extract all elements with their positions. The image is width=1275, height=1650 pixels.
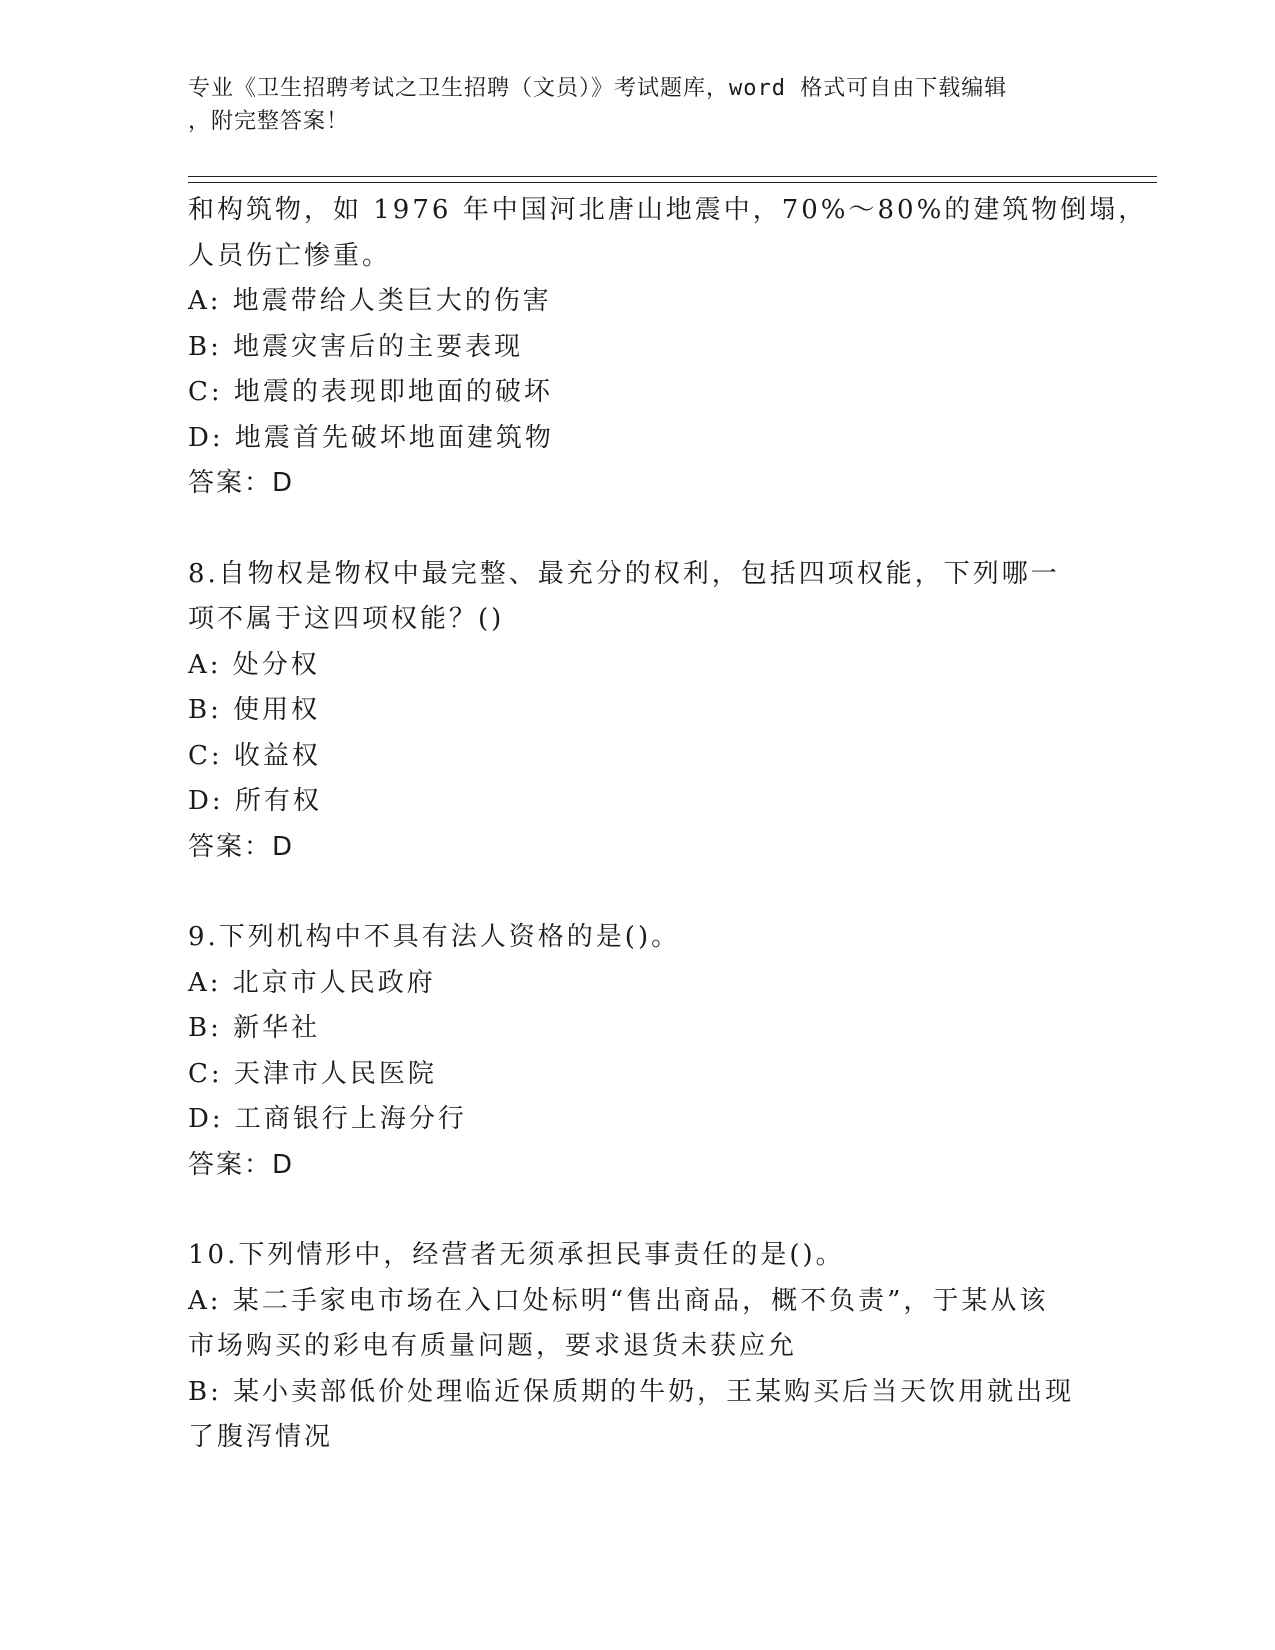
question-7-stem-line-1: 和构筑物，如 1976 年中国河北唐山地震中，70%～80%的建筑物倒塌， (188, 195, 1148, 225)
question-7-answer: 答案：D (188, 468, 295, 498)
header-divider-top (188, 176, 1157, 177)
question-10-block (188, 1233, 1188, 1461)
question-8-option-d: D: 所有权 (188, 786, 322, 816)
question-8-answer: 答案：D (188, 831, 295, 862)
question-10-option-a-line-2: 市场购买的彩电有质量问题，要求退货未获应允 (188, 1331, 798, 1361)
question-8-stem-line-2: 项不属于这四项权能？() (188, 604, 505, 634)
question-8-option-b: B: 使用权 (188, 695, 321, 725)
question-9-block (188, 915, 1188, 1188)
question-8-block (188, 552, 1188, 871)
question-9-option-a: A: 北京市人民政府 (188, 967, 436, 998)
question-7-option-c: C: 地震的表现即地面的破坏 (188, 377, 553, 407)
question-content (188, 188, 1188, 1461)
question-10-option-b-line-2: 了腹泻情况 (188, 1422, 334, 1452)
question-8-stem-line-1: 8.自物权是物权中最完整、最充分的权利，包括四项权能，下列哪一 (188, 558, 1060, 589)
document-header (188, 72, 1088, 138)
spacer (188, 1188, 1188, 1233)
question-9-answer: 答案：D (188, 1149, 295, 1180)
question-7-block (188, 188, 1188, 507)
question-7-option-d: D: 地震首先破坏地面建筑物 (188, 422, 554, 453)
question-10-option-b-line-1: B: 某小卖部低价处理临近保质期的牛奶，王某购买后当天饮用就出现 (188, 1376, 1075, 1407)
question-8-option-a: A: 处分权 (188, 649, 320, 680)
question-10-option-a-line-1: A: 某二手家电市场在入口处标明“售出商品，概不负责”，于某从该 (188, 1285, 1049, 1316)
question-7-option-a: A: 地震带给人类巨大的伤害 (188, 286, 552, 316)
question-9-option-d: D: 工商银行上海分行 (188, 1104, 467, 1134)
header-title-line-2: ，附完整答案！ (188, 109, 350, 134)
spacer (188, 870, 1188, 915)
question-9-option-b: B: 新华社 (188, 1013, 321, 1043)
header-divider-bottom (188, 182, 1157, 183)
question-9-option-c: C: 天津市人民医院 (188, 1058, 437, 1089)
question-7-stem-line-2: 人员伤亡惨重。 (188, 240, 392, 271)
question-8-option-c: C: 收益权 (188, 740, 321, 771)
question-10-stem: 10.下列情形中，经营者无须承担民事责任的是()。 (188, 1240, 845, 1270)
spacer (188, 507, 1188, 552)
question-9-stem: 9.下列机构中不具有法人资格的是()。 (188, 922, 681, 952)
header-title-line-1: 专业《卫生招聘考试之卫生招聘（文员）》考试题库，word 格式可自由下载编辑 (188, 76, 1008, 101)
question-7-option-b: B: 地震灾害后的主要表现 (188, 331, 524, 362)
